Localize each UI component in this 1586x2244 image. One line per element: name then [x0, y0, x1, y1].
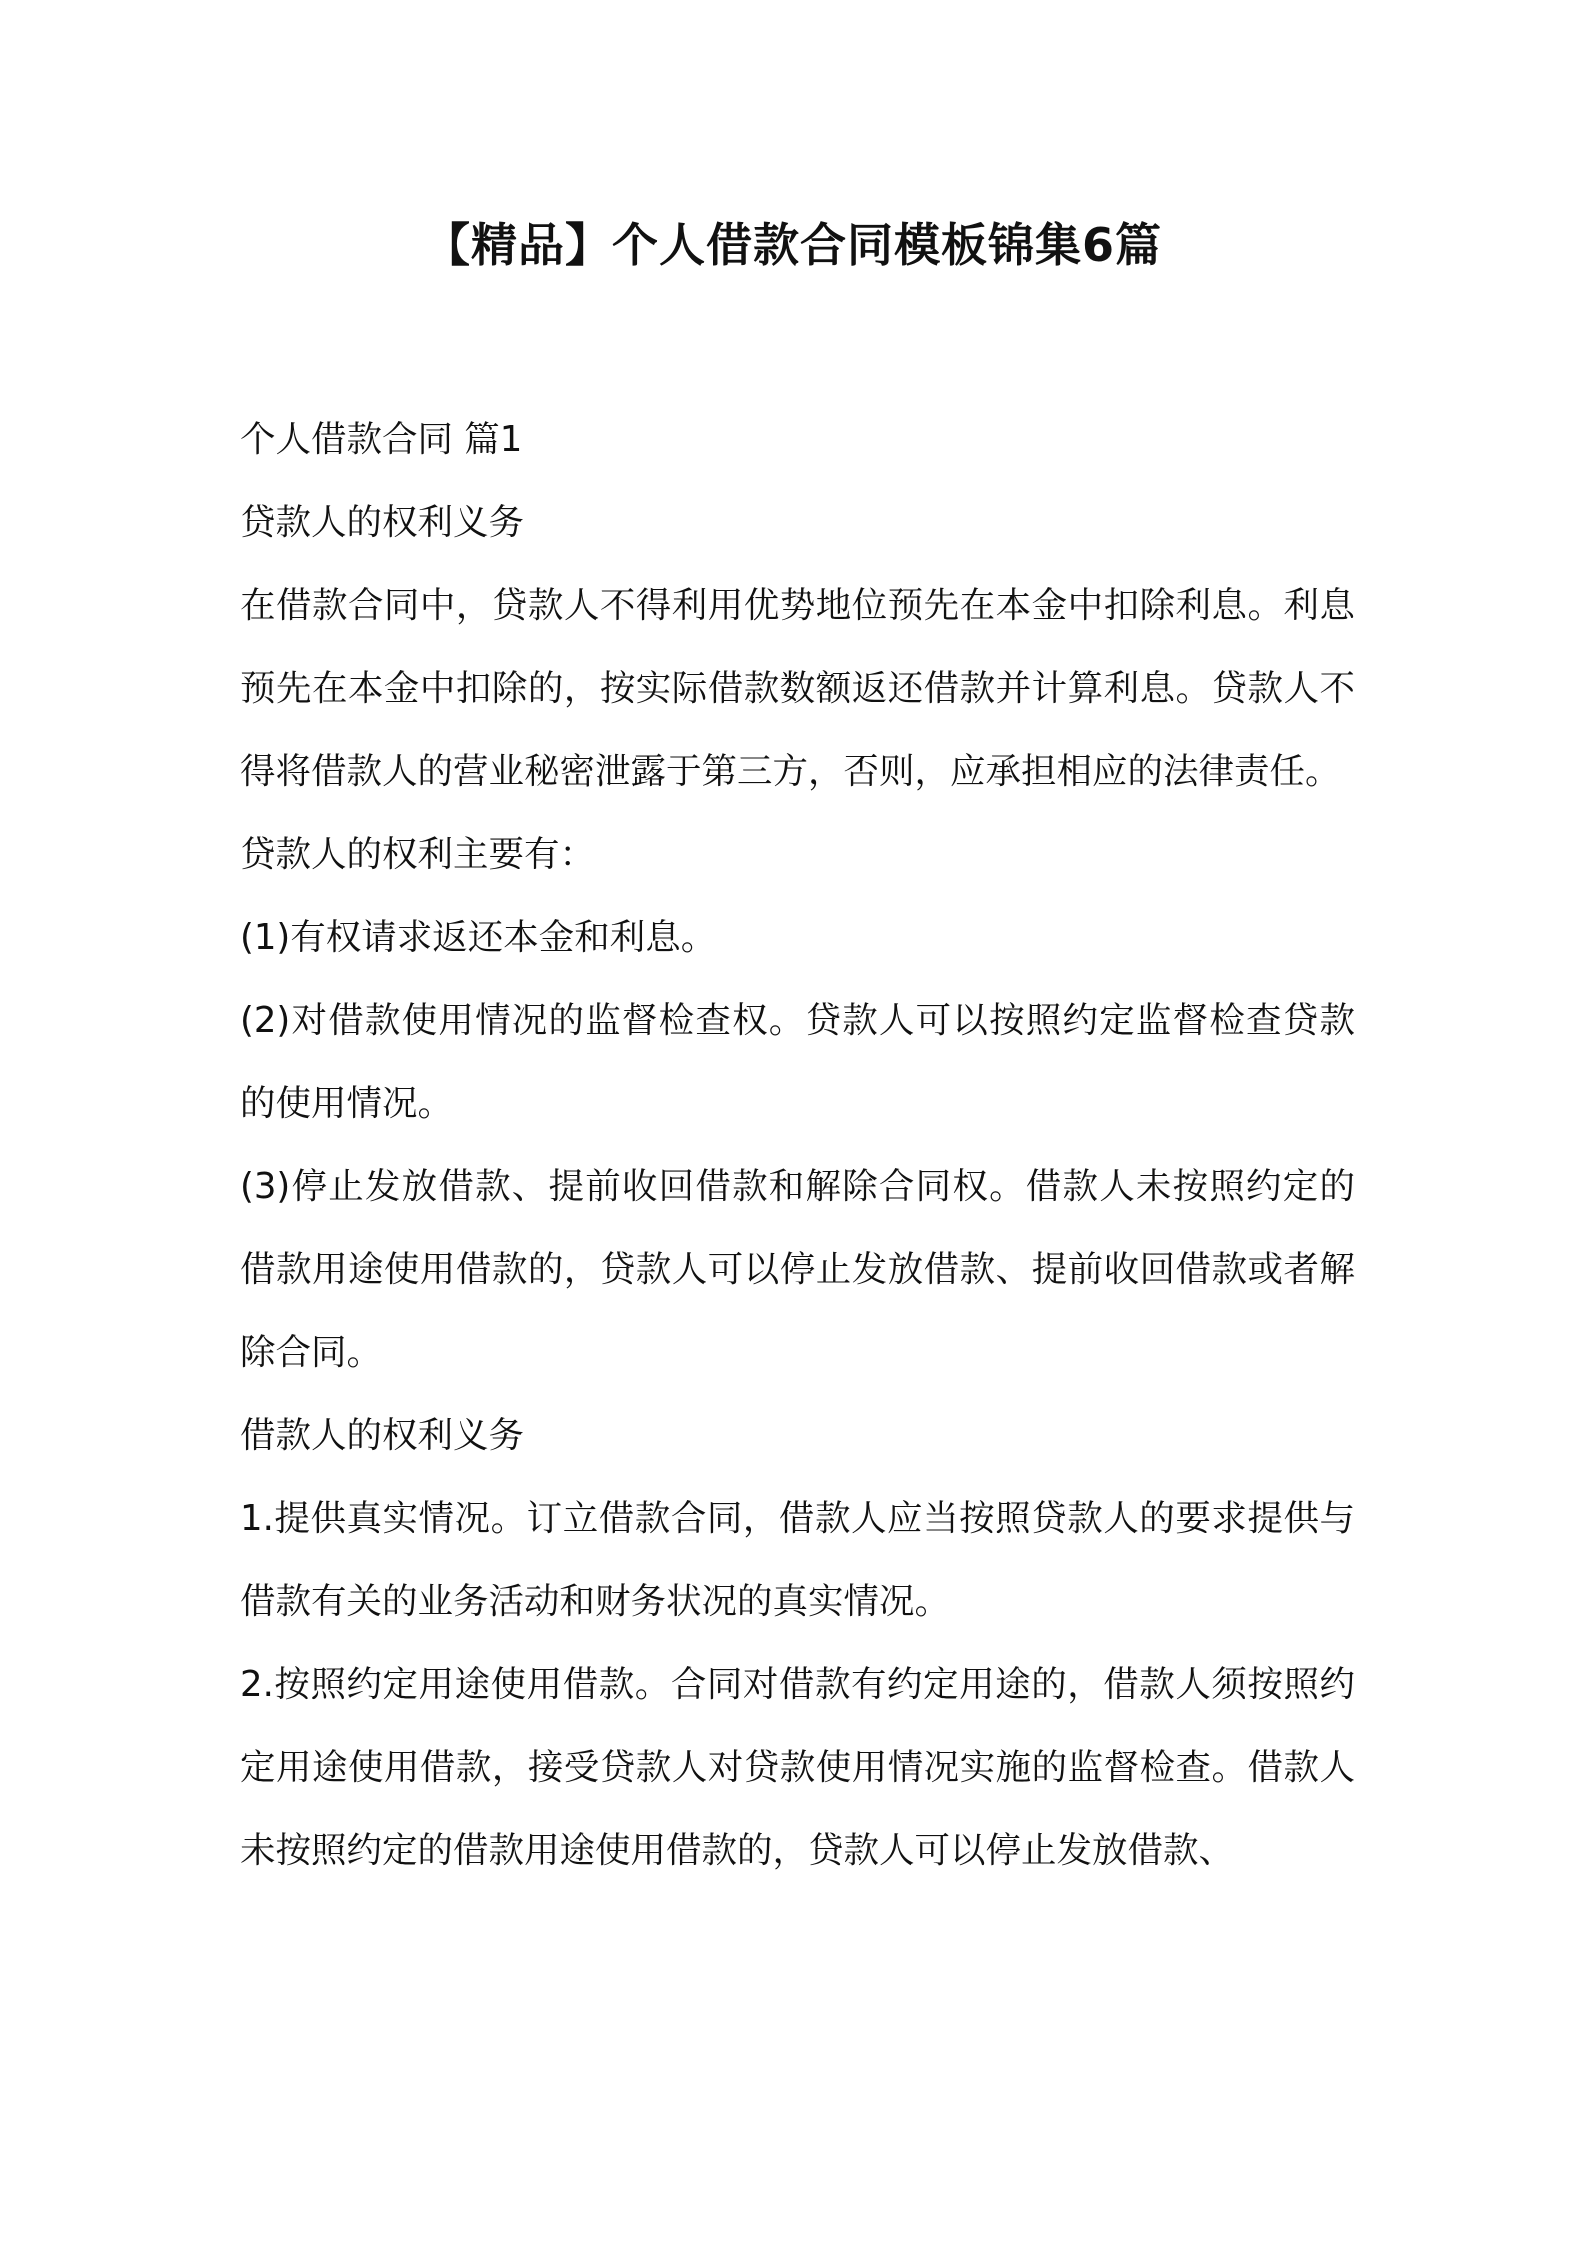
- lender-right-3: (3)停止发放借款、提前收回借款和解除合同权。借款人未按照约定的借款用途使用借款的，贷款人可以停止发放借款、提前收回借款或者解除合同。: [240, 1166, 1355, 1373]
- section-heading: 个人借款合同 篇1: [240, 419, 523, 460]
- document-body: [240, 398, 1355, 1892]
- document-title: 【精品】个人借款合同模板锦集6篇: [423, 218, 1162, 272]
- borrower-item-2: 2.按照约定用途使用借款。合同对借款有约定用途的，借款人须按照约定用途使用借款，接受贷款人对贷款使用情况实施的监督检查。借款人未按照约定的借款用途使用借款的，贷款人可以停止发放借款、: [240, 1664, 1355, 1871]
- lender-right-2: (2)对借款使用情况的监督检查权。贷款人可以按照约定监督检查贷款的使用情况。: [240, 1000, 1355, 1124]
- lender-right-1: (1)有权请求返还本金和利息。: [240, 917, 717, 958]
- lender-heading: 贷款人的权利义务: [240, 502, 525, 543]
- borrower-heading: 借款人的权利义务: [240, 1415, 525, 1456]
- borrower-item-1: 1.提供真实情况。订立借款合同，借款人应当按照贷款人的要求提供与借款有关的业务活动和财务状况的真实情况。: [240, 1498, 1355, 1622]
- lender-paragraph: 在借款合同中，贷款人不得利用优势地位预先在本金中扣除利息。利息预先在本金中扣除的，按实际借款数额返还借款并计算利息。贷款人不得将借款人的营业秘密泄露于第三方，否则，应承担相应的法律责任。: [240, 585, 1355, 792]
- lender-rights-intro: 贷款人的权利主要有：: [240, 834, 596, 875]
